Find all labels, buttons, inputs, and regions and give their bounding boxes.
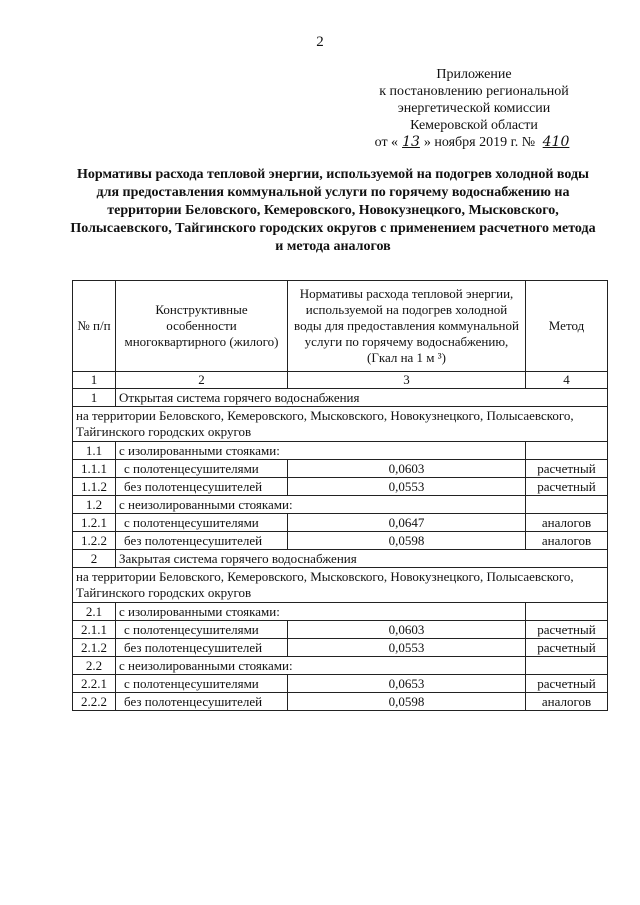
table-row — [73, 693, 608, 711]
col-number: 2 — [116, 372, 288, 389]
subsection-label: с изолированными стояками: — [116, 442, 526, 460]
subsection-num: 1.2 — [73, 496, 116, 514]
section-label: Закрытая система горячего водоснабжения — [116, 550, 608, 568]
territory-row — [73, 407, 608, 442]
row-label: с полотенцесушителями — [116, 514, 288, 532]
header-norm: Нормативы расхода тепловой энергии, используемой на подогрев холодной воды для предоставления коммунальной услуги по горячему водоснабжению, (Гкал на 1 м ³) — [288, 281, 526, 372]
subsection-row — [73, 657, 608, 675]
territory-row — [73, 568, 608, 603]
row-num: 2.2.1 — [73, 675, 116, 693]
header-construct: Конструктивные особенности многоквартирного (жилого) — [116, 281, 288, 372]
table-row — [73, 460, 608, 478]
row-label: с полотенцесушителями — [116, 460, 288, 478]
appendix-date-line — [340, 134, 608, 151]
row-num: 2.2.2 — [73, 693, 116, 711]
subsection-row — [73, 442, 608, 460]
section-num: 2 — [73, 550, 116, 568]
header-num: № п/п — [73, 281, 116, 372]
row-value: 0,0598 — [288, 693, 526, 711]
row-label: без полотенцесушителей — [116, 693, 288, 711]
appendix-line-4: Кемеровской области — [410, 118, 538, 133]
col-number: 4 — [526, 372, 608, 389]
col-number: 3 — [288, 372, 526, 389]
row-method: аналогов — [526, 693, 608, 711]
date-day: 13 — [402, 134, 420, 150]
document-title: Нормативы расхода тепловой энергии, используемой на подогрев холодной воды для предоставления коммунальной услуги по горячему водоснабжению на территории Беловского, Кемеровского, Новокузнецкого, Мысковского, Полысаевского, Тайгинского городских округов с применением расчетного метода и метода аналогов — [70, 167, 596, 254]
row-method: аналогов — [526, 514, 608, 532]
row-value: 0,0553 — [288, 639, 526, 657]
section-label: Открытая система горячего водоснабжения — [116, 389, 608, 407]
header-row — [73, 281, 608, 372]
table-row — [73, 639, 608, 657]
page-number: 2 — [316, 34, 324, 50]
table-row — [73, 514, 608, 532]
row-value: 0,0553 — [288, 478, 526, 496]
row-num: 1.2.2 — [73, 532, 116, 550]
row-label: без полотенцесушителей — [116, 478, 288, 496]
row-label: с полотенцесушителями — [116, 621, 288, 639]
row-method: аналогов — [526, 532, 608, 550]
row-num: 1.1.2 — [73, 478, 116, 496]
header-method: Метод — [526, 281, 608, 372]
subsection-row — [73, 603, 608, 621]
subsection-row — [73, 496, 608, 514]
empty-cell — [526, 442, 608, 460]
row-method: расчетный — [526, 621, 608, 639]
date-middle: » ноября 2019 г. № — [423, 135, 536, 150]
row-label: без полотенцесушителей — [116, 639, 288, 657]
empty-cell — [526, 603, 608, 621]
column-number-row — [73, 372, 608, 389]
empty-cell — [526, 657, 608, 675]
row-num: 2.1.1 — [73, 621, 116, 639]
table-row — [73, 621, 608, 639]
subsection-label: с неизолированными стояками: — [116, 657, 526, 675]
row-label: без полотенцесушителей — [116, 532, 288, 550]
territory-text: на территории Беловского, Кемеровского, Мысковского, Новокузнецкого, Полысаевского, Тайгинского городских округов — [73, 407, 608, 442]
subsection-label: с изолированными стояками: — [116, 603, 526, 621]
section-row — [73, 389, 608, 407]
row-value: 0,0598 — [288, 532, 526, 550]
row-method: расчетный — [526, 460, 608, 478]
appendix-block — [340, 66, 608, 151]
subsection-label: с неизолированными стояками: — [116, 496, 526, 514]
appendix-line-2: к постановлению региональной — [379, 84, 569, 99]
row-value: 0,0603 — [288, 621, 526, 639]
section-row — [73, 550, 608, 568]
date-prefix: от « — [374, 135, 399, 150]
row-method: расчетный — [526, 639, 608, 657]
territory-text: на территории Беловского, Кемеровского, Мысковского, Новокузнецкого, Полысаевского, Тайгинского городских округов — [73, 568, 608, 603]
subsection-num: 2.1 — [73, 603, 116, 621]
table-row — [73, 478, 608, 496]
row-num: 2.1.2 — [73, 639, 116, 657]
row-num: 1.1.1 — [73, 460, 116, 478]
row-value: 0,0603 — [288, 460, 526, 478]
appendix-line-3: энергетической комиссии — [397, 101, 551, 116]
row-method: расчетный — [526, 478, 608, 496]
row-value: 0,0653 — [288, 675, 526, 693]
section-num: 1 — [73, 389, 116, 407]
row-num: 1.2.1 — [73, 514, 116, 532]
col-number: 1 — [73, 372, 116, 389]
document-number: 410 — [542, 134, 570, 150]
row-value: 0,0647 — [288, 514, 526, 532]
appendix-line-1: Приложение — [436, 67, 512, 82]
table-row — [73, 675, 608, 693]
row-label: с полотенцесушителями — [116, 675, 288, 693]
subsection-num: 2.2 — [73, 657, 116, 675]
subsection-num: 1.1 — [73, 442, 116, 460]
table-row — [73, 532, 608, 550]
row-method: расчетный — [526, 675, 608, 693]
empty-cell — [526, 496, 608, 514]
norms-table — [72, 280, 608, 711]
